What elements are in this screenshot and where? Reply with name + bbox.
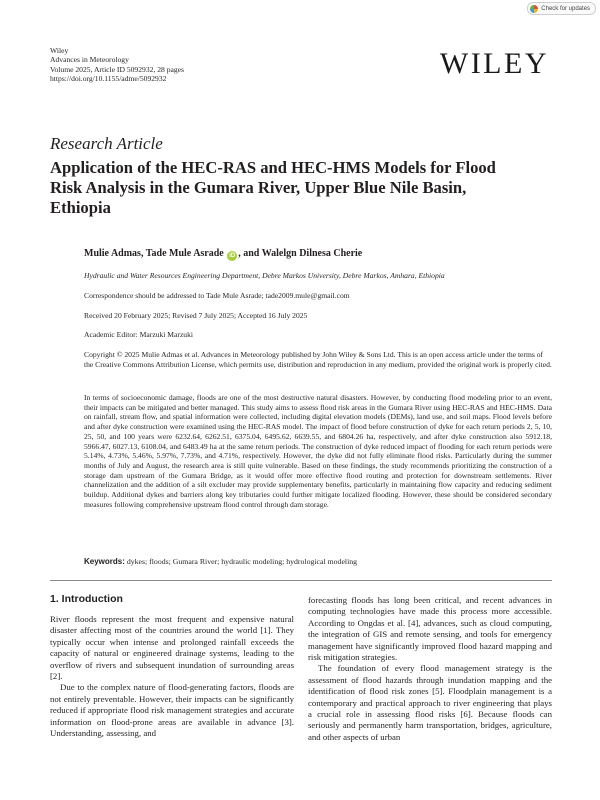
section-heading: 1. Introduction (50, 593, 123, 605)
journal-info (50, 46, 184, 83)
paragraph: Due to the complex nature of flood-generating factors, floods are not entirely preventable. However, their impacts can be significantly reduced if appropriate flood risk management strategies and accurate information on flood-prone areas are available in advance [3]. Understanding, assessing, and (50, 682, 294, 739)
right-column (308, 595, 552, 743)
keywords-value: dykes; floods; Gumara River; hydraulic modeling; hydrological modeling (124, 557, 358, 566)
keywords-label: Keywords: (84, 557, 125, 566)
abstract: In terms of socioeconomic damage, floods are one of the most destructive natural disasters. However, by conducting flood modeling prior to an event, their impacts can be mitigated and better managed. This study aims to assess flood risk areas in the Gumara River using HEC-RAS and HEC-HMS. Data on rainfall, stream flow, and spatial information were collected, including digital elevation models (DEMs), land use, and soil maps. Flood levels before and after dyke construction were examined using the HEC-RAS model. The impact of flood before construction of dyke for each return periods 2, 5, 10, 25, 50, and 100 years were 6232.64, 6262.51, 6375.04, 6495.62, 6639.55, and 6804.26 ha, respectively, and after dyke construction also 5912.18, 5966.47, 6027.13, 6108.04, and 6483.49 ha at the same return periods. The construction of dyke reduced impact of flooding for each return periods were 5.14%, 4.73%, 5.46%, 5.97%, 7.73%, and 4.71%, respectively. However, the dyke did not fully eliminate flood risks. Particularly during the summer months of July and August, the research area is still quite vulnerable. Based on these findings, the study recommends prioritizing the construction of a storage dam upstream of the Gumara Bridge, as it would offer more effective flood routing and protection for downstream settlements. River channelization and the addition of a silt excluder may provide supplementary benefits, particularly in maintaining flow capacity and reducing sediment buildup. Additional dykes and barriers along key tributaries could further mitigate localized flooding. However, these should be considered secondary measures following comprehensive upstream flood control through dam storage. (84, 393, 552, 509)
author-name: , and Walelgn Dilnesa Cherie (238, 248, 363, 259)
affiliation: Hydraulic and Water Resources Engineering Department, Debre Markos University, Debre Markos, Amhara, Ethiopia (84, 271, 445, 280)
check-for-updates-badge[interactable] (527, 2, 596, 15)
keywords (84, 557, 552, 567)
check-updates-icon (530, 5, 538, 13)
correspondence: Correspondence should be addressed to Tade Mule Asrade; tade2009.mule@gmail.com (84, 291, 350, 300)
doi-link[interactable]: https://doi.org/10.1155/adme/5092932 (50, 73, 167, 83)
author-name: Tade Mule Asrade (145, 248, 224, 259)
paragraph: River floods represent the most frequent and expensive natural disaster affecting most of the countries around the world [1]. They typically occur when intense and prolonged rainfall exceeds the capacity of natural or engineered drainage systems, leading to the overflow of rivers and subsequent inundation of surrounding areas [2]. (50, 614, 294, 682)
left-column (50, 593, 294, 739)
publication-dates: Received 20 February 2025; Revised 7 July 2025; Accepted 16 July 2025 (84, 311, 308, 320)
journal-name: Advances in Meteorology (50, 55, 129, 65)
academic-editor: Academic Editor: Marzuki Marzuki (84, 330, 194, 339)
paragraph: forecasting floods has long been critical, and recent advances in computing technologies have made this process more accessible. According to Ongdas et al. [4], advances, such as cloud computing, the integration of GIS and remote sensing, and tools for emergency management have significantly improved flood hazard mapping and risk mitigation strategies. (308, 595, 552, 663)
orcid-icon[interactable]: iD (229, 253, 236, 259)
volume-info: Volume 2025, Article ID 5092932, 28 pages (50, 64, 184, 74)
section-divider (50, 580, 552, 581)
publisher-name: Wiley (50, 46, 69, 55)
author-name: Mulie Admas, (84, 248, 146, 259)
paragraph: The foundation of every flood management strategy is the assessment of flood hazards through inundation mapping and the identification of flood risk zones [5]. Floodplain management is a contemporary and practical approach to river engineering that plays a crucial role in assessing flood risks [6]. Because floods can seriously and permanently harm transportation, bridges, agriculture, and other aspects of urban (308, 663, 552, 742)
check-for-updates-label: Check for updates (541, 5, 590, 12)
copyright-notice: Copyright © 2025 Mulie Admas et al. Advances in Meteorology published by John Wiley & Sons Ltd. This is an open access article under the terms of the Creative Commons Attribution License, which permits use, distribution and reproduction in any medium, provided the original work is properly cited. (84, 350, 552, 369)
article-type: Research Article (50, 134, 163, 153)
wiley-logo: WILEY (439, 47, 549, 80)
paper-title: Application of the HEC-RAS and HEC-HMS Models for Flood Risk Analysis in the Gumara River, Upper Blue Nile Basin, Ethiopia (50, 158, 496, 217)
author-list (84, 248, 362, 261)
